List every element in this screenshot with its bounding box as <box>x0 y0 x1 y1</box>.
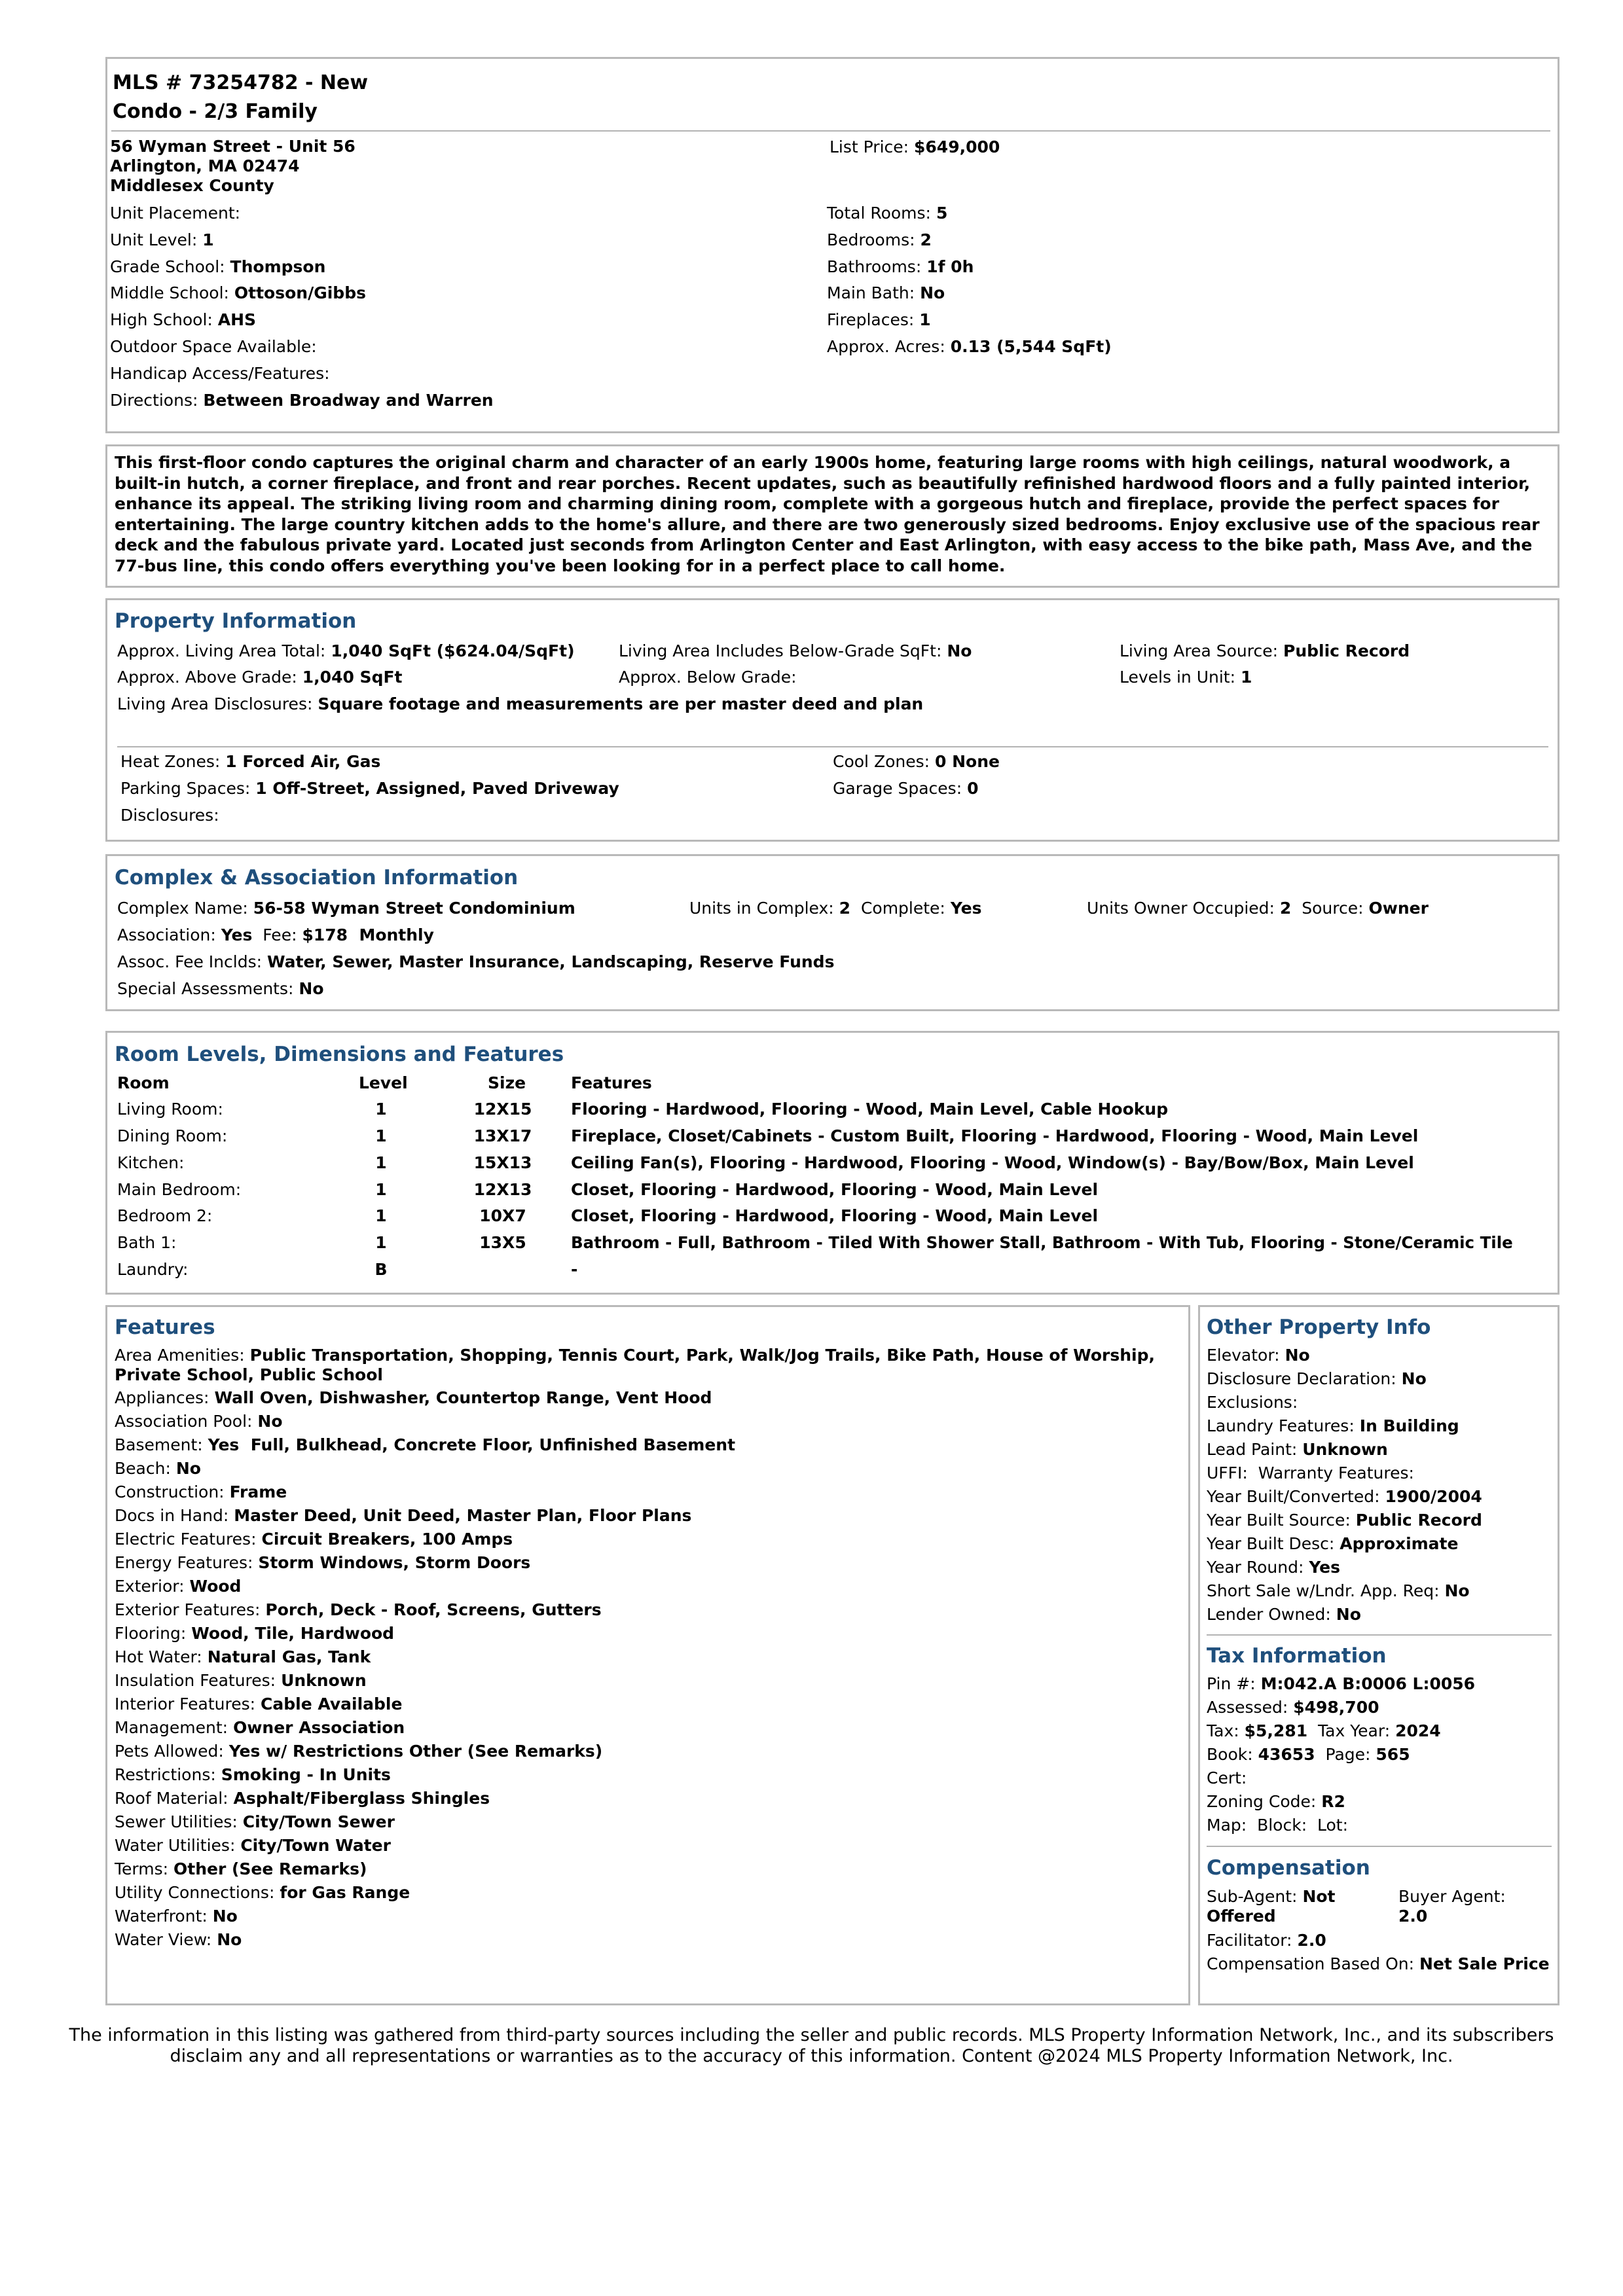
hot-water: Hot Water: Natural Gas, Tank <box>115 1647 371 1666</box>
room-features: Flooring - Hardwood, Flooring - Wood, Main Level, Cable Hookup <box>571 1100 1169 1119</box>
mls-number: MLS # 73254782 - New <box>113 71 369 94</box>
disclosure-declaration: Disclosure Declaration: No <box>1207 1369 1427 1388</box>
book-page: Book: 43653 Page: 565 <box>1207 1745 1410 1764</box>
footer-disclaimer-line-2: disclaim any and all representations or warranties as to the accuracy of this information. Content @2024 MLS Property Information Network, Inc. <box>170 2046 1453 2066</box>
waterfront: Waterfront: No <box>115 1907 238 1926</box>
other-info-divider <box>1207 1634 1552 1636</box>
room-features: Bathroom - Full, Bathroom - Tiled With Shower Stall, Bathroom - With Tub, Flooring - Stone/Ceramic Tile <box>571 1233 1513 1252</box>
sewer-utilities: Sewer Utilities: City/Town Sewer <box>115 1812 395 1831</box>
room-name: Living Room: <box>117 1100 223 1119</box>
below-grade-included: Living Area Includes Below-Grade SqFt: No <box>619 641 972 660</box>
high-school: High School: AHS <box>110 310 257 329</box>
lender-owned: Lender Owned: No <box>1207 1605 1361 1624</box>
room-features: - <box>571 1260 578 1279</box>
exterior-features: Exterior Features: Porch, Deck - Roof, Screens, Gutters <box>115 1600 602 1619</box>
year-built-source: Year Built Source: Public Record <box>1207 1511 1482 1530</box>
room-name: Kitchen: <box>117 1153 185 1172</box>
year-round: Year Round: Yes <box>1207 1558 1341 1577</box>
living-area-total: Approx. Living Area Total: 1,040 SqFt ($624.04/SqFt) <box>117 641 575 660</box>
list-price-value: $649,000 <box>914 137 1000 156</box>
room-size: 15X13 <box>473 1153 532 1172</box>
room-name: Main Bedroom: <box>117 1180 242 1199</box>
laundry-features: Laundry Features: In Building <box>1207 1416 1459 1435</box>
docs-in-hand: Docs in Hand: Master Deed, Unit Deed, Master Plan, Floor Plans <box>115 1506 692 1525</box>
special-assessments: Special Assessments: No <box>117 979 324 998</box>
interior-features: Interior Features: Cable Available <box>115 1695 403 1713</box>
assessed-value: Assessed: $498,700 <box>1207 1698 1379 1717</box>
rooms-title: Room Levels, Dimensions and Features <box>115 1043 564 1066</box>
property-info-divider <box>117 746 1548 747</box>
room-size: 12X13 <box>473 1180 532 1199</box>
approx-acres: Approx. Acres: 0.13 (5,544 SqFt) <box>827 337 1112 356</box>
uffi-warranty: UFFI: Warranty Features: <box>1207 1463 1414 1482</box>
pets-allowed: Pets Allowed: Yes w/ Restrictions Other (See Remarks) <box>115 1742 603 1761</box>
map-block-lot: Map: Block: Lot: <box>1207 1816 1349 1835</box>
room-level: 1 <box>375 1153 387 1172</box>
other-info-title: Other Property Info <box>1207 1316 1431 1339</box>
pin-number: Pin #: M:042.A B:0006 L:0056 <box>1207 1674 1476 1693</box>
electric-features: Electric Features: Circuit Breakers, 100 Amps <box>115 1530 513 1549</box>
units-in-complex: Units in Complex: 2 Complete: Yes <box>689 899 982 918</box>
assoc-fee-includes: Assoc. Fee Inclds: Water, Sewer, Master Insurance, Landscaping, Reserve Funds <box>117 952 835 971</box>
living-area-disclosures: Living Area Disclosures: Square footage and measurements are per master deed and plan <box>117 694 924 713</box>
energy-features: Energy Features: Storm Windows, Storm Doors <box>115 1553 531 1572</box>
above-grade: Approx. Above Grade: 1,040 SqFt <box>117 668 403 687</box>
rooms-header-features: Features <box>571 1073 652 1092</box>
handicap-access: Handicap Access/Features: <box>110 364 330 383</box>
complex-name: Complex Name: 56-58 Wyman Street Condominium <box>117 899 575 918</box>
insulation-features: Insulation Features: Unknown <box>115 1671 367 1690</box>
construction: Construction: Frame <box>115 1482 287 1501</box>
cert: Cert: <box>1207 1768 1247 1787</box>
tax-info-title: Tax Information <box>1207 1644 1387 1668</box>
parking-spaces: Parking Spaces: 1 Off-Street, Assigned, Paved Driveway <box>120 779 619 798</box>
county: Middlesex County <box>110 176 274 195</box>
water-view: Water View: No <box>115 1930 242 1949</box>
area-amenities: Area Amenities: Public Transportation, Shopping, Tennis Court, Park, Walk/Jog Trails, Bike Path, House of Worship, Private School, Public School <box>115 1346 1155 1384</box>
zoning-code: Zoning Code: R2 <box>1207 1792 1345 1811</box>
appliances: Appliances: Wall Oven, Dishwasher, Countertop Range, Vent Hood <box>115 1388 712 1407</box>
room-size: 13X17 <box>473 1126 532 1145</box>
features-title: Features <box>115 1316 215 1339</box>
room-level: 1 <box>375 1233 387 1252</box>
public-remarks: This first-floor condo captures the original charm and character of an early 1900s home, featuring large rooms with high ceilings, natural woodwork, a built-in hutch, a corner fireplace, and front and rear porches. Recent updates, such as beautifully refinished hardwood floors and a fully painted interior, enhance its appeal. The striking living room and charming dining room, complete with a gorgeous hutch and fireplace, provide the perfect spaces for entertaining. The large country kitchen adds to the home's allure, and there are two generously sized bedrooms. Enjoy exclusive use of the spacious rear deck and the fabulous private yard. Located just seconds from Arlington Center and East Arlington, with easy access to the bike path, Mass Ave, and the 77-bus line, this condo offers everything you've been looking for in a perfect place to call home. <box>115 453 1540 575</box>
rooms-header-level: Level <box>359 1073 408 1092</box>
elevator: Elevator: No <box>1207 1346 1310 1365</box>
disclosures: Disclosures: <box>120 806 219 825</box>
rooms-header-room: Room <box>117 1073 170 1092</box>
unit-level: Unit Level: 1 <box>110 230 214 249</box>
fireplaces: Fireplaces: 1 <box>827 310 931 329</box>
below-grade: Approx. Below Grade: <box>619 668 797 687</box>
property-info-title: Property Information <box>115 609 357 633</box>
room-level: 1 <box>375 1180 387 1199</box>
footer-disclaimer-line-1: The information in this listing was gathered from third-party sources including the seller and public records. MLS Property Information Network, Inc., and its subscribers <box>69 2025 1554 2045</box>
room-size: 10X7 <box>479 1206 526 1225</box>
utility-connections: Utility Connections: for Gas Range <box>115 1883 410 1902</box>
outdoor-space: Outdoor Space Available: <box>110 337 317 356</box>
total-rooms: Total Rooms: 5 <box>827 204 948 223</box>
list-price-label: List Price: <box>830 137 909 156</box>
property-info-box <box>105 598 1559 842</box>
tax-amount: Tax: $5,281 Tax Year: 2024 <box>1207 1721 1441 1740</box>
room-name: Laundry: <box>117 1260 189 1279</box>
room-name: Bath 1: <box>117 1233 177 1252</box>
water-utilities: Water Utilities: City/Town Water <box>115 1836 391 1855</box>
compensation-based-on: Compensation Based On: Net Sale Price <box>1207 1954 1550 1973</box>
exclusions: Exclusions: <box>1207 1393 1298 1412</box>
room-level: 1 <box>375 1126 387 1145</box>
room-features: Closet, Flooring - Hardwood, Flooring - Wood, Main Level <box>571 1180 1099 1199</box>
heat-zones: Heat Zones: 1 Forced Air, Gas <box>120 752 381 771</box>
living-area-source: Living Area Source: Public Record <box>1120 641 1410 660</box>
main-bath: Main Bath: No <box>827 283 945 302</box>
room-features: Ceiling Fan(s), Flooring - Hardwood, Flooring - Wood, Window(s) - Bay/Bow/Box, Main Level <box>571 1153 1414 1172</box>
association-pool: Association Pool: No <box>115 1412 283 1431</box>
tax-divider <box>1207 1846 1552 1847</box>
property-type: Condo - 2/3 Family <box>113 100 318 123</box>
roof-material: Roof Material: Asphalt/Fiberglass Shingles <box>115 1789 490 1808</box>
room-name: Bedroom 2: <box>117 1206 213 1225</box>
year-built-converted: Year Built/Converted: 1900/2004 <box>1207 1487 1482 1506</box>
room-level: 1 <box>375 1100 387 1119</box>
beach: Beach: No <box>115 1459 201 1478</box>
units-owner-occupied: Units Owner Occupied: 2 Source: Owner <box>1087 899 1429 918</box>
levels-in-unit: Levels in Unit: 1 <box>1120 668 1252 687</box>
cool-zones: Cool Zones: 0 None <box>833 752 1000 771</box>
room-name: Dining Room: <box>117 1126 228 1145</box>
room-level: 1 <box>375 1206 387 1225</box>
bathrooms: Bathrooms: 1f 0h <box>827 257 974 276</box>
complex-association-title: Complex & Association Information <box>115 866 519 889</box>
directions: Directions: Between Broadway and Warren <box>110 391 494 410</box>
year-built-desc: Year Built Desc: Approximate <box>1207 1534 1459 1553</box>
garage-spaces: Garage Spaces: 0 <box>833 779 979 798</box>
room-size: 12X15 <box>473 1100 532 1119</box>
management: Management: Owner Association <box>115 1718 405 1737</box>
rooms-header-size: Size <box>488 1073 526 1092</box>
list-price <box>830 137 1000 157</box>
exterior: Exterior: Wood <box>115 1577 242 1596</box>
restrictions: Restrictions: Smoking - In Units <box>115 1765 391 1784</box>
grade-school: Grade School: Thompson <box>110 257 326 276</box>
association: Association: Yes Fee: $178 Monthly <box>117 925 434 944</box>
bedrooms: Bedrooms: 2 <box>827 230 932 249</box>
sub-agent: Sub-Agent: Not Offered <box>1207 1887 1336 1926</box>
flooring: Flooring: Wood, Tile, Hardwood <box>115 1624 395 1643</box>
room-size: 13X5 <box>479 1233 526 1252</box>
terms: Terms: Other (See Remarks) <box>115 1859 367 1878</box>
address-line-1: 56 Wyman Street - Unit 56 <box>110 137 356 156</box>
room-level: B <box>374 1260 388 1279</box>
room-features: Closet, Flooring - Hardwood, Flooring - Wood, Main Level <box>571 1206 1099 1225</box>
compensation-title: Compensation <box>1207 1856 1370 1880</box>
basement: Basement: Yes Full, Bulkhead, Concrete Floor, Unfinished Basement <box>115 1435 736 1454</box>
header-divider <box>111 130 1550 132</box>
room-features: Fireplace, Closet/Cabinets - Custom Built, Flooring - Hardwood, Flooring - Wood, Main Level <box>571 1126 1419 1145</box>
address-line-2: Arlington, MA 02474 <box>110 156 300 175</box>
buyer-agent: Buyer Agent: 2.0 <box>1398 1887 1506 1926</box>
unit-placement: Unit Placement: <box>110 204 241 223</box>
short-sale: Short Sale w/Lndr. App. Req: No <box>1207 1581 1470 1600</box>
facilitator: Facilitator: 2.0 <box>1207 1931 1326 1950</box>
middle-school: Middle School: Ottoson/Gibbs <box>110 283 366 302</box>
lead-paint: Lead Paint: Unknown <box>1207 1440 1388 1459</box>
